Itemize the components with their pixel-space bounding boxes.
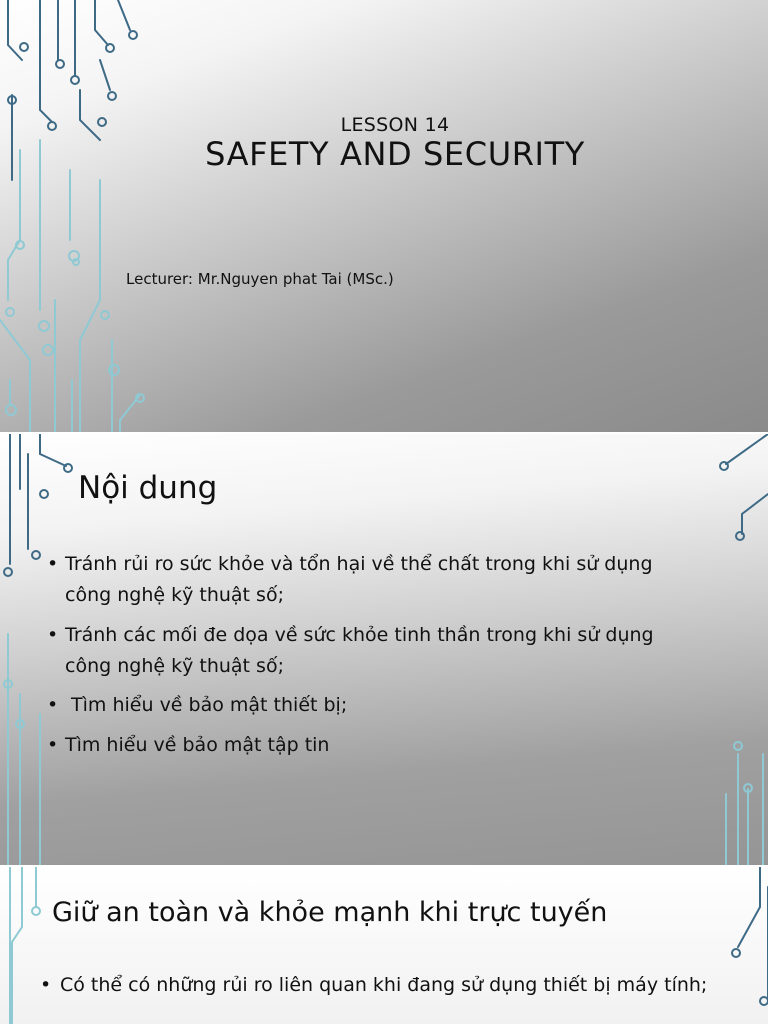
slide-title: Nội dung <box>78 470 218 506</box>
bullet-dot: • <box>47 734 59 756</box>
slide-2 <box>0 434 768 865</box>
bullet-item <box>47 730 329 761</box>
lecturer-name: Lecturer: Mr.Nguyen phat Tai (MSc.) <box>126 270 394 288</box>
bullet-line: công nghệ kỹ thuật số; <box>65 655 284 677</box>
bullet-line: Tìm hiểu về bảo mật tập tin <box>65 734 330 756</box>
bullet-item <box>47 690 347 721</box>
bullet-dot: • <box>47 694 59 716</box>
bullet-line: Tìm hiểu về bảo mật thiết bị; <box>65 694 348 716</box>
bullet-item <box>40 970 724 1000</box>
circuit-decoration-left <box>0 867 50 1024</box>
bullet-dot: • <box>47 553 59 575</box>
bullet-line: Tránh rủi ro sức khỏe và tổn hại về thể chất trong khi sử dụng <box>65 553 653 575</box>
circuit-decoration-left <box>0 0 150 432</box>
bullet-dot: • <box>47 624 59 646</box>
slide-1 <box>0 0 768 432</box>
bullet-line: công nghệ kỹ thuật số; <box>65 584 284 606</box>
bullet-dot: • <box>40 974 52 996</box>
lesson-number: LESSON 14 <box>340 114 450 136</box>
bullet-text: Có thể có những rủi ro liên quan khi đang sử dụng thiết bị máy tính; <box>60 974 708 996</box>
slide-title: SAFETY AND SECURITY <box>205 135 585 173</box>
circuit-decoration-right <box>708 434 768 865</box>
slide-3 <box>0 867 768 1024</box>
circuit-decoration-right <box>708 867 768 1024</box>
slide-title: Giữ an toàn và khỏe mạnh khi trực tuyến <box>52 897 608 928</box>
bullet-line: Tránh các mối đe dọa về sức khỏe tinh thần trong khi sử dụng <box>65 624 654 646</box>
bullet-item <box>47 620 654 682</box>
bullet-item <box>47 549 653 611</box>
